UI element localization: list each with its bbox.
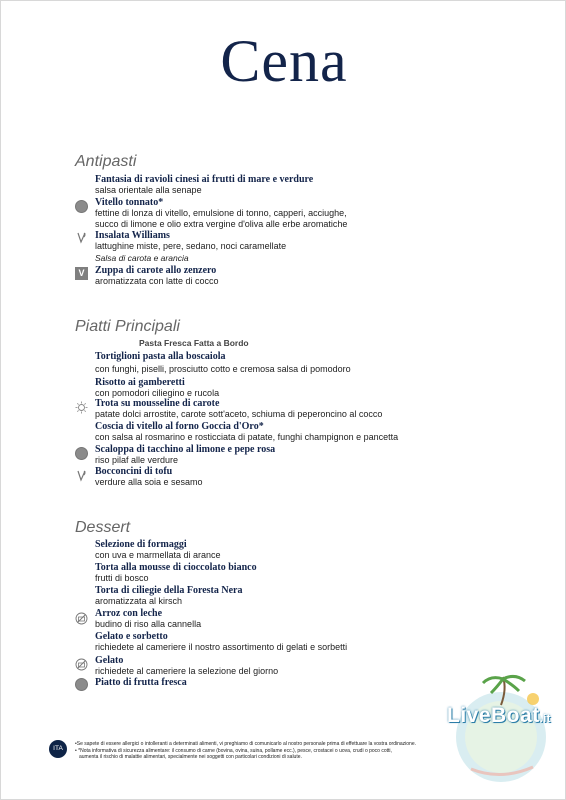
dish-desc: salsa orientale alla senape (95, 185, 202, 195)
chef-circle-icon (75, 678, 88, 691)
dish-desc: riso pilaf alle verdure (95, 455, 179, 465)
sun-icon (75, 401, 88, 414)
vegetarian-leaf-icon (75, 231, 88, 244)
vegan-v-icon: V (75, 267, 88, 280)
dish-name: Scaloppa di tacchino al limone e pepe rosa (95, 444, 276, 455)
dish-desc: con salsa al rosmarino e rosticciata di patate, funghi champignon e pancetta (95, 432, 399, 442)
dish-name: Vitello tonnato* (95, 197, 164, 208)
dish-desc: con pomodori ciliegino e rucola (95, 388, 220, 398)
dish-desc: frutti di bosco (95, 573, 149, 583)
dish-name: Risotto ai gamberetti (95, 377, 185, 388)
dish-desc: succo di limone e olio extra vergine d'oliva alle erbe aromatiche (95, 219, 348, 229)
dish-desc: patate dolci arrostite, carote sott'aceto, schiuma di peperoncino al cocco (95, 409, 383, 419)
dish-desc: con uva e marmellata di arance (95, 550, 221, 560)
no-sugar-icon (75, 612, 88, 625)
menu-item (95, 539, 515, 561)
dish-desc: budino di riso alla cannella (95, 619, 202, 629)
menu-item (95, 398, 515, 420)
menu-item (95, 265, 515, 287)
menu-item (95, 230, 515, 264)
dish-desc: con funghi, piselli, prosciutto cotto e cremosa salsa di pomodoro (95, 364, 351, 374)
no-sugar-icon (75, 658, 88, 671)
liveboat-watermark-logo (441, 669, 555, 787)
dish-name: Tortiglioni pasta alla boscaiola (95, 351, 226, 362)
dish-name: Torta di ciliegie della Foresta Nera (95, 585, 243, 596)
footer-notes (75, 741, 495, 761)
menu-item (95, 351, 515, 375)
menu-item (95, 631, 515, 653)
dish-desc: richiedete al cameriere la selezione del giorno (95, 666, 279, 676)
dish-desc: aromatizzata al kirsch (95, 596, 183, 606)
chef-circle-icon (75, 200, 88, 213)
dish-desc: lattughine miste, pere, sedano, noci caramellate (95, 241, 287, 251)
menu-item (95, 585, 515, 607)
section-title-dessert: Dessert (75, 519, 131, 536)
dish-name: Coscia di vitello al forno Goccia d'Oro* (95, 421, 264, 432)
dish-name: Fantasia di ravioli cinesi ai frutti di mare e verdure (95, 174, 314, 185)
footer-note: aumenta il rischio di malattie alimentari, specialmente nei soggetti con particolari condizioni di salute. (79, 754, 302, 760)
section-title-principali: Piatti Principali (75, 318, 180, 335)
menu-item (95, 377, 515, 399)
menu-item (95, 562, 515, 584)
dish-name: Trota su mousseline di carote (95, 398, 220, 409)
footer-note: • *Nota informativa di sicurezza alimentare: il consumo di carne (bovina, ovina, suina, pollame ecc.), pesce, crostacei o uova, crudi o poco cotti, (75, 747, 392, 754)
menu-item (95, 421, 515, 443)
dish-desc: verdure alla soia e sesamo (95, 477, 203, 487)
dish-name: Insalata Williams (95, 230, 170, 241)
dish-note: Salsa di carota e arancia (95, 253, 189, 263)
footer-note: •Se sapete di essere allergici o intolleranti a determinati alimenti, vi preghiamo di comunicarlo al nostro personale prima di effettuare la vostra ordinazione. (75, 741, 417, 747)
section-subhead: Pasta Fresca Fatta a Bordo (139, 338, 249, 348)
dish-name: Zuppa di carote allo zenzero (95, 265, 217, 276)
menu-item (95, 444, 515, 466)
dish-desc: richiedete al cameriere il nostro assortimento di gelati e sorbetti (95, 642, 348, 652)
dish-name: Bocconcini di tofu (95, 466, 173, 477)
watermark-text: LiveBoat.it (447, 704, 551, 727)
menu-item (95, 608, 515, 630)
chef-circle-icon (75, 447, 88, 460)
vegetarian-leaf-icon (75, 469, 88, 482)
dish-name: Torta alla mousse di cioccolato bianco (95, 562, 257, 573)
section-title-antipasti: Antipasti (75, 153, 137, 170)
dish-name: Gelato e sorbetto (95, 631, 168, 642)
dish-desc: aromatizzata con latte di cocco (95, 276, 219, 286)
menu-item (95, 174, 515, 196)
menu-item (95, 197, 515, 230)
page-title: Cena (220, 28, 348, 94)
menu-item (95, 466, 515, 488)
dish-name: Piatto di frutta fresca (95, 677, 187, 688)
dish-desc: fettine di lonza di vitello, emulsione di tonno, capperi, acciughe, (95, 208, 347, 218)
dish-name: Arroz con leche (95, 608, 163, 619)
dish-name: Selezione di formaggi (95, 539, 187, 550)
language-badge: ITA (49, 740, 67, 758)
dish-name: Gelato (95, 655, 124, 666)
